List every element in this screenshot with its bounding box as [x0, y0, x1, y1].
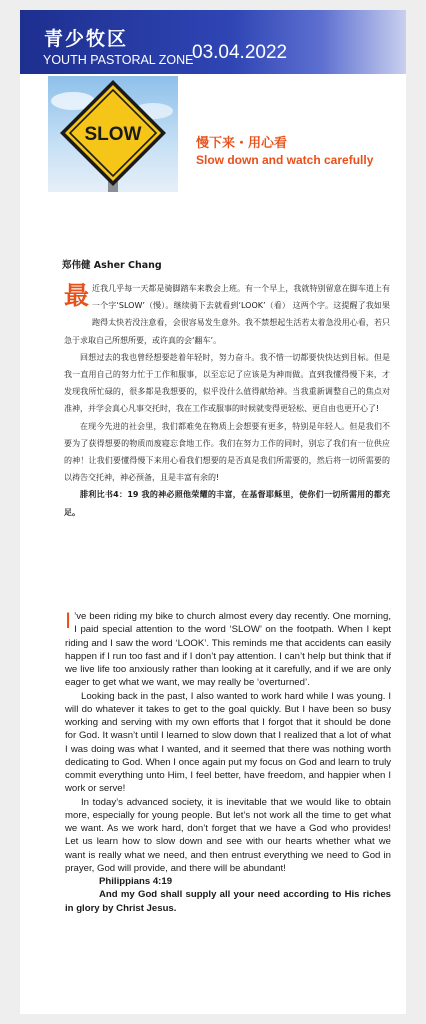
slow-sign-image: [48, 76, 178, 192]
zh-verse: 腓利比书4：19 我的神必照他荣耀的丰富，在基督耶稣里，使你们一切所需用的都充足。: [64, 490, 390, 517]
brand-title-cn: 青少牧区: [44, 28, 129, 50]
en-paragraph-3: In today’s advanced society, it is inevitable that we would like to obtain more, especially for young people. But let’s not work all the time to get what we want. As we work hard, don’t forget that we have a God who provides! Let us learn how to slow down and see with our hearts whether what we want is really what we need, and then entrust everything we need to God in prayer, God will provide, and there will be abundant!: [65, 796, 391, 874]
en-paragraph-1: [65, 610, 391, 690]
zh-dropcap: 最: [64, 281, 90, 310]
zh-paragraph-3: 在现今先进的社会里，我们都难免在物质上会想要有更多，特别是年轻人。但是我们不要为了获得想要的物质而废寝忘食地工作。我们在努力工作的同时，别忘了我们有一位供应的神！让我们要懂得慢下来用心看我们想要的是否真是我们所需要的，然后将一切所需要的以祷告交托神，神必预备，且是丰富有余的!: [64, 421, 390, 483]
chinese-article: [64, 280, 390, 521]
zh-paragraph-1: [64, 280, 390, 349]
zh-paragraph-1-text: 近我几乎每一天都是骑脚踏车来教会上班。有一个早上，我就特别留意在脚车道上有一个字‘SLOW’（慢）。继续骑下去就看到‘LOOK’（看） 这两个字。这提醒了我如果跑得太快若没注意看，会很容易发生意外。我不禁想起生活若太着急没用心看，若只急于求取自己所想所要，或许真的会‘翻车’。: [64, 284, 390, 345]
article-title-en: Slow down and watch carefully: [196, 153, 374, 167]
devotional-page: [20, 10, 406, 1014]
en-verse-reference: Philippians 4:19: [99, 876, 173, 887]
author-name: 郑伟健 Asher Chang: [62, 260, 162, 271]
english-article: [65, 610, 391, 915]
zh-paragraph-2: 回想过去的我也曾经想要趁着年轻时，努力奋斗。我不惜一切都要快快达到目标。但是我一直用自己的努力忙于工作和服事，以至忘记了应该是为神而做。直到我懂得慢下来，才发现我所忙碌的，很多都是我想要的，似乎没什么值得献给神。当我重新调整自己的焦点对准神，并学会真心凡事交托时，我在工作或服事的时候就变得更轻松、更自由也更开心了!: [64, 352, 390, 414]
en-verse: And my God shall supply all your need according to His riches in glory by Christ Jesus.: [65, 889, 391, 914]
slow-sign-icon: [48, 76, 178, 192]
article-title-cn: 慢下来・用心看: [196, 136, 288, 151]
issue-date: 03.04.2022: [192, 42, 288, 63]
sign-text: SLOW: [84, 124, 142, 145]
en-paragraph-2: Looking back in the past, I also wanted to work hard while I was young. I will do whatever it takes to get to the goal quickly. But I have been so busy working and serving with my own efforts that I forgot that it should be done for God. It wasn’t until I learned to slow down that I realized that a lot of what I was doing was what I wanted, and it seemed that there was nothing worth dedicating to God. When I once again put my focus on God and learn to truly commit everything unto Him, I feel better, have freedom, and happier when I work or serve!: [65, 690, 391, 795]
en-dropcap: I: [65, 608, 72, 633]
header-banner: [20, 10, 406, 74]
brand-title-en: YOUTH PASTORAL ZONE: [43, 53, 194, 67]
en-paragraph-1-text: ’ve been riding my bike to church almost every day recently. One morning, I paid special attention to the word ‘SLOW’ on the footpath. When I kept riding and I saw the word ‘LOOK’. This reminds me that accidents can easily happen if I run too fast and if I don’t pay attention. I can’t help but think that if we live life too anxiously rather than looking at it carefully, and if we are only eager to get what we want, we may really be ‘overturned’.: [65, 611, 391, 689]
